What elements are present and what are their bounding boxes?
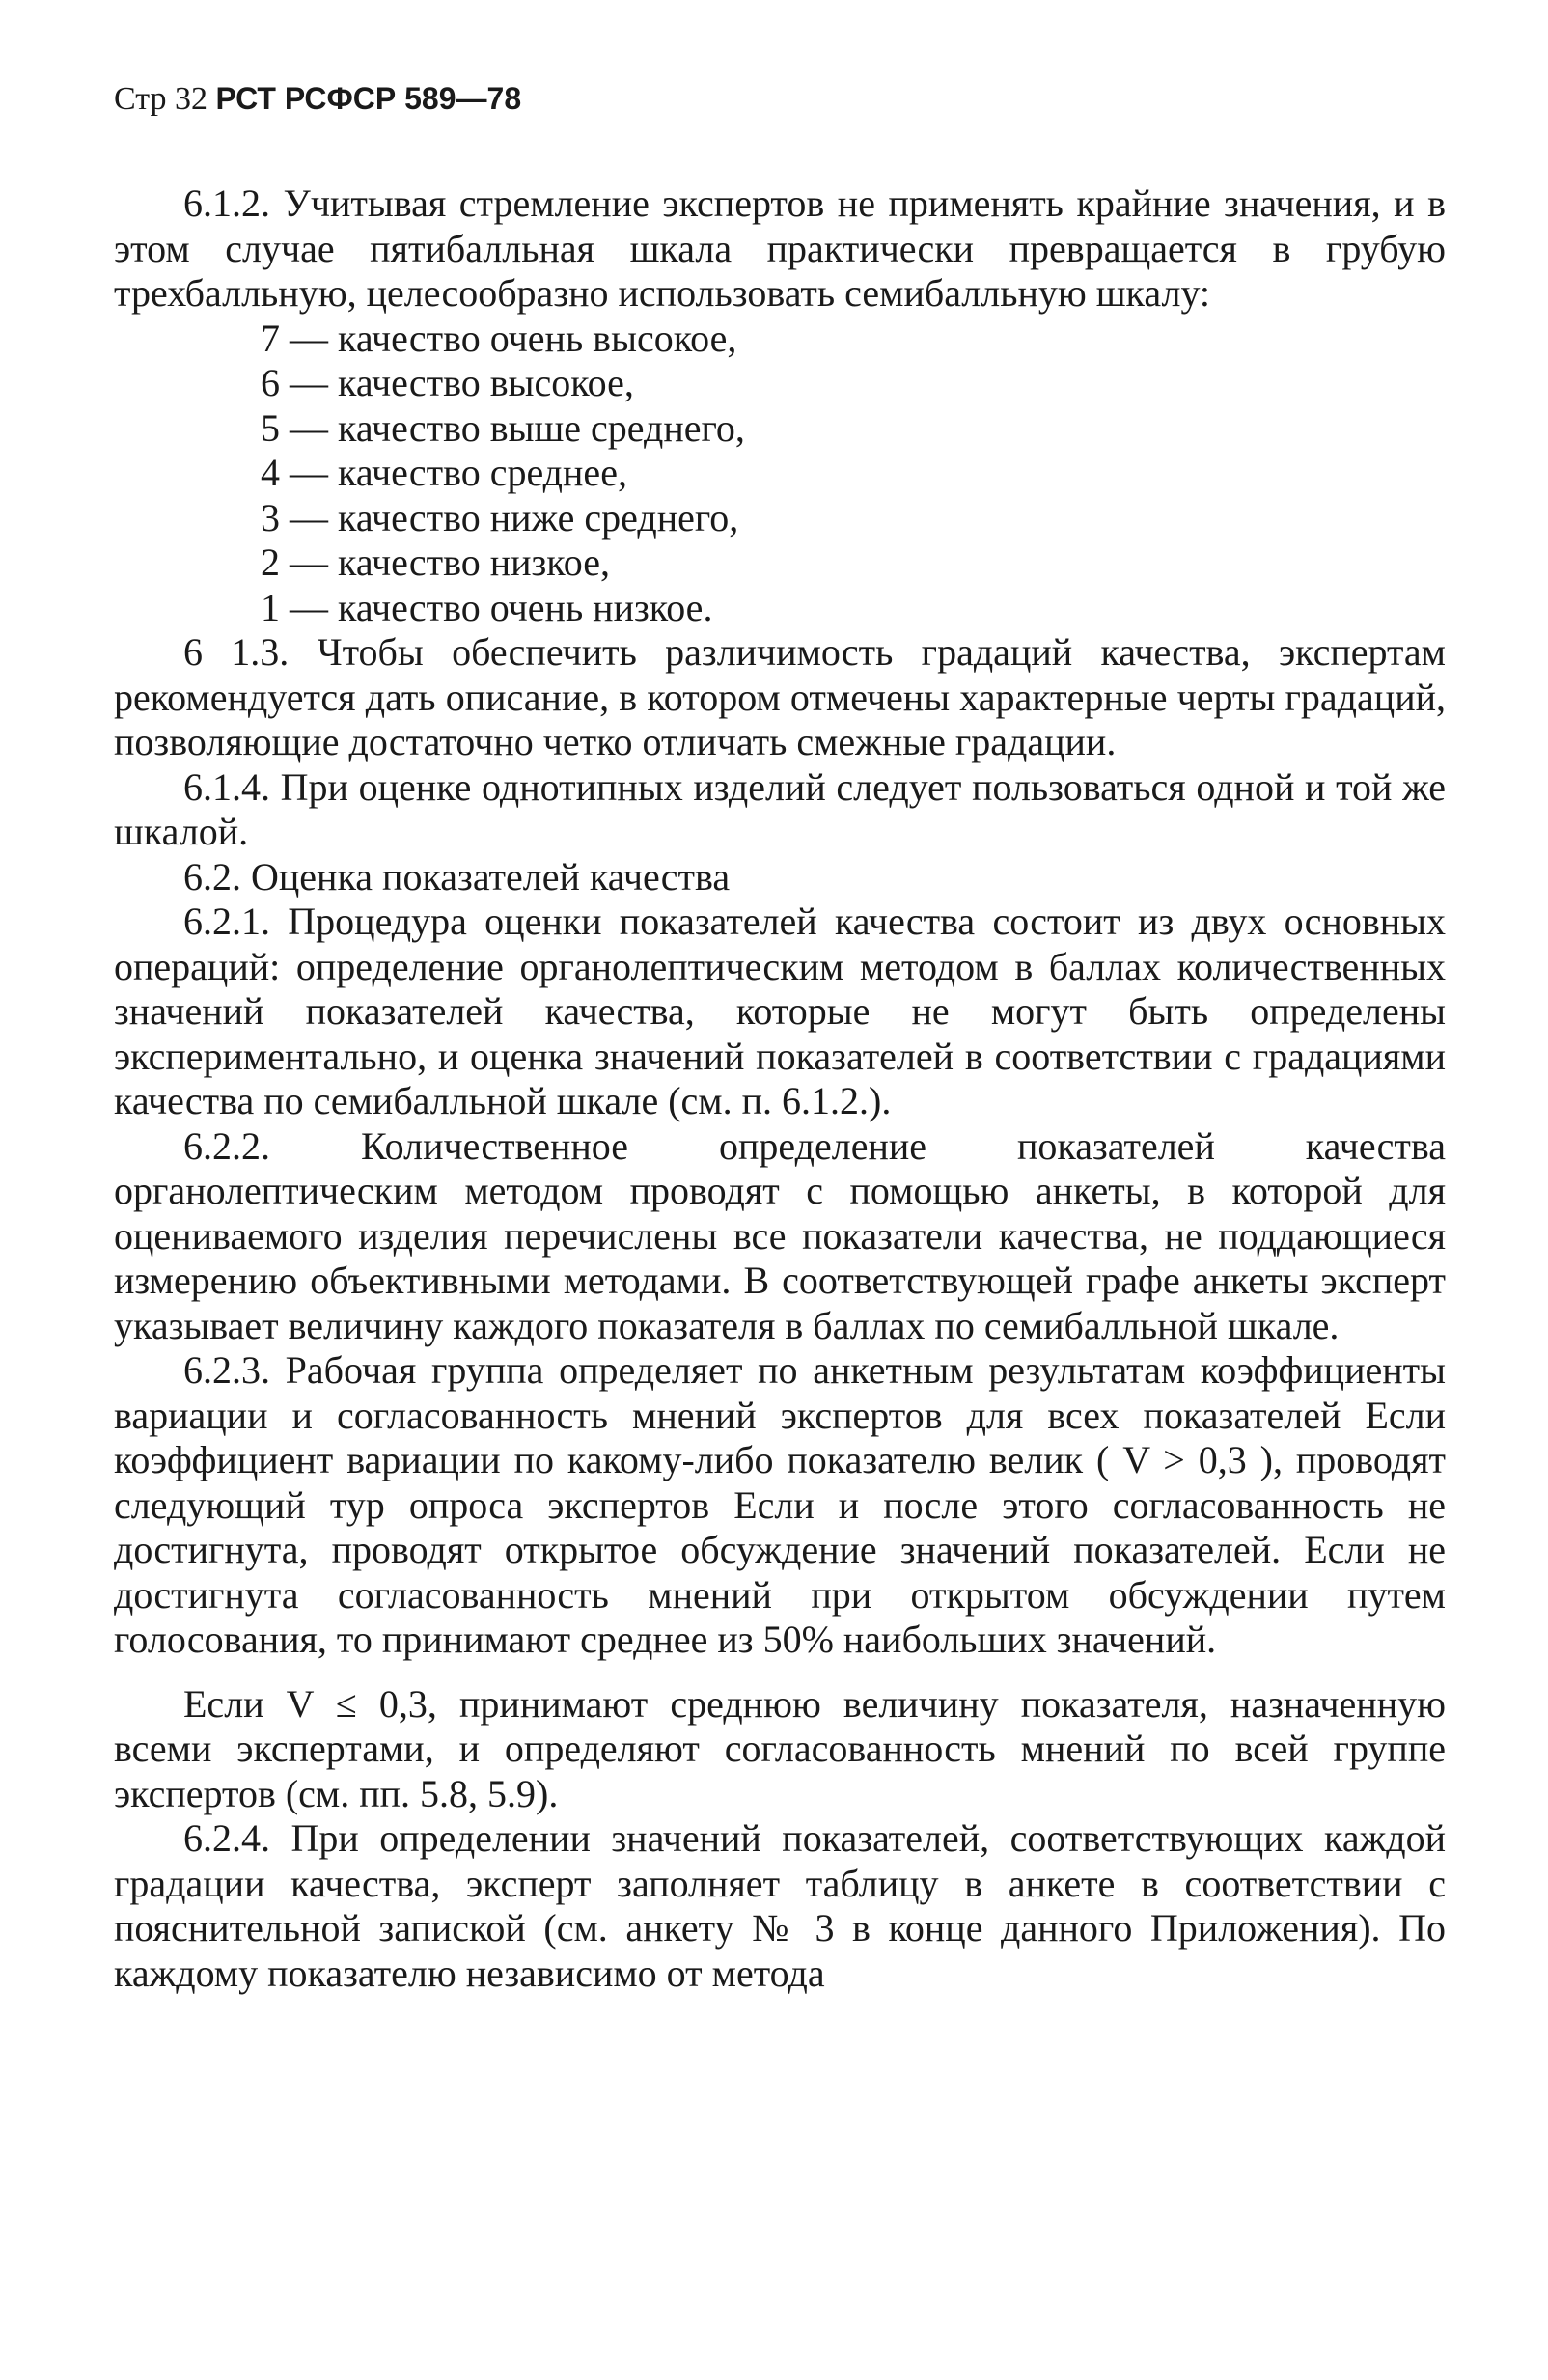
scale-item-number: 4 bbox=[261, 451, 280, 494]
paragraph-6-1-3: 6 1.3. Чтобы обеспечить различимость градаций качества, экспертам рекомендуется дать описание, в котором отмечены характерные черты градаций, позволяющие достаточно четко отличать смежные градации. bbox=[114, 630, 1446, 763]
scale-item-number: 6 bbox=[261, 361, 280, 404]
scale-item-number: 3 bbox=[261, 495, 280, 540]
scale-item-text: — качество низкое, bbox=[290, 540, 610, 584]
paragraph-6-2-4: 6.2.4. При определении значений показателей, соответствующих каждой градации качества, эксперт заполняет таблицу в анкете в соответствии с пояснительной запиской (см. анкету № 3 в конце данного Приложения). По каждому показателю независимо от метода bbox=[114, 1816, 1446, 1995]
scale-item-text: — качество очень низкое. bbox=[290, 585, 713, 629]
scale-item-number: 1 bbox=[261, 585, 280, 629]
document-title: РСТ РСФСР 589—78 bbox=[215, 81, 522, 116]
seven-point-scale-list bbox=[114, 317, 1446, 631]
scale-item bbox=[241, 317, 1446, 362]
scale-item-text: — качество выше среднего, bbox=[290, 405, 745, 450]
scale-item bbox=[241, 496, 1446, 541]
scale-item bbox=[241, 586, 1446, 631]
body-text bbox=[114, 181, 1446, 1996]
paragraph-v-condition: Если V ≤ 0,3, принимают среднюю величину показателя, назначенную всеми экспертами, и определяют согласованность мнений по всей группе экспертов (см. пп. 5.8, 5.9). bbox=[114, 1681, 1446, 1815]
paragraph-6-2-3: 6.2.3. Рабочая группа определяет по анкетным результатам коэффициенты вариации и согласованность мнений экспертов для всех показателей Если коэффициент вариации по какому-либо показателю велик ( V > 0,3 ), проводят следующий тур опроса экспертов Если и после этого согласованность не достигнута, проводят открытое обсуждение значений показателей. Если не достигнута согласованность мнений при открытом обсуждении путем голосования, то принимают среднее из 50% наибольших значений. bbox=[114, 1348, 1446, 1661]
page-header bbox=[114, 79, 521, 119]
scale-item-number: 7 bbox=[261, 316, 280, 360]
scale-item-number: 5 bbox=[261, 405, 280, 450]
scale-item bbox=[241, 406, 1446, 452]
scale-item-text: — качество среднее, bbox=[290, 451, 627, 494]
scale-item bbox=[241, 361, 1446, 406]
paragraph-6-2-1: 6.2.1. Процедура оценки показателей качества состоит из двух основных операций: определение органолептическим методом в баллах количественных значений показателей качества, которые не могут быть определены экспериментально, и оценка значений показателей в соответствии с градациями качества по семибалльной шкале (см. п. 6.1.2.). bbox=[114, 899, 1446, 1122]
section-heading-6-2: 6.2. Оценка показателей качества bbox=[183, 854, 731, 899]
page-label: Стр 32 bbox=[114, 81, 208, 117]
paragraph-6-1-4: 6.1.4. При оценке однотипных изделий следует пользоваться одной и той же шкалой. bbox=[114, 764, 1446, 853]
paragraph-gap bbox=[114, 1663, 1446, 1682]
paragraph-6-2-2: 6.2.2. Количественное определение показателей качества органолептическим методом проводят с помощью анкеты, в которой для оцениваемого изделия перечислены все показатели качества, не поддающиеся измерению объективными методами. В соответствующей графе анкеты эксперт указывает величину каждого показателя в баллах по семибалльной шкале. bbox=[114, 1123, 1446, 1347]
scale-item-text: — качество высокое, bbox=[290, 361, 634, 404]
scale-item-number: 2 bbox=[261, 540, 280, 584]
scale-item bbox=[241, 451, 1446, 496]
paragraph-6-1-2: 6.1.2. Учитывая стремление экспертов не применять крайние значения, и в этом случае пятибалльная шкала практически превращается в грубую трехбалльную, целесообразно использовать семибалльную шкалу: bbox=[114, 181, 1446, 315]
scale-item bbox=[241, 540, 1446, 586]
scale-item-text: — качество очень высокое, bbox=[290, 316, 737, 360]
scale-item-text: — качество ниже среднего, bbox=[290, 495, 739, 540]
